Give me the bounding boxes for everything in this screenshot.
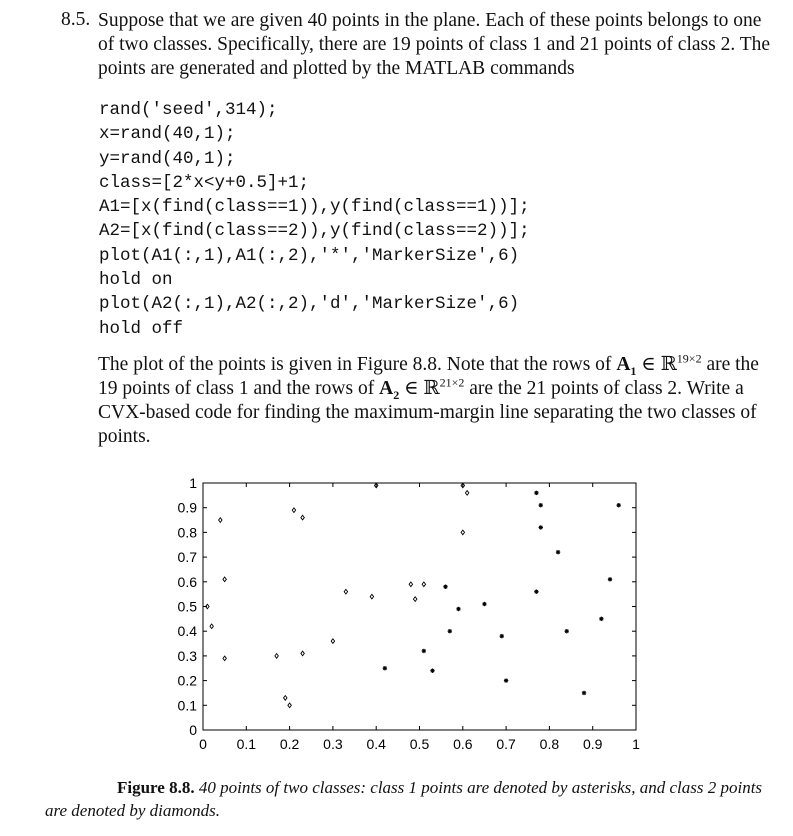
asterisk-point (482, 602, 486, 606)
diamond-point (288, 703, 291, 708)
asterisk-point (448, 629, 452, 633)
diamond-point (275, 654, 278, 659)
diamond-point (465, 491, 468, 496)
y-tick-label: 0.5 (177, 598, 197, 615)
code-line: plot(A2(:,1),A2(:,2),'d','MarkerSize',6) (99, 294, 520, 315)
code-line: rand('seed',314); (99, 100, 278, 120)
diamond-point (409, 582, 412, 587)
axis-ticks (203, 483, 636, 730)
y-tick-label: 1 (189, 475, 197, 491)
diamond-point (223, 656, 226, 661)
y-tick-label: 0.6 (177, 573, 197, 590)
asterisk-point (456, 607, 460, 611)
code-line: hold on (99, 270, 173, 291)
x-tick-labels (199, 736, 640, 752)
y-tick-label: 0.9 (177, 499, 197, 516)
caption-text: 40 points of two classes: class 1 points are denoted by asterisks, and class 2 points are denoted by diamonds. (45, 778, 763, 820)
diamond-point (223, 577, 226, 582)
code-line: y=rand(40,1); (99, 148, 236, 169)
asterisk-point (534, 491, 538, 495)
in-symbol: ∈ ℝ (636, 354, 677, 375)
diamond-point (301, 651, 304, 656)
y-tick-label: 0.1 (177, 697, 197, 714)
x-tick-label: 1 (632, 736, 640, 752)
y-tick-label: 0.4 (177, 623, 197, 640)
asterisk-point (422, 649, 426, 653)
diamond-point (206, 604, 209, 609)
diamond-point (370, 594, 373, 599)
diamond-point (219, 518, 222, 523)
asterisk-point (565, 629, 569, 633)
code-line: plot(A1(:,1),A1(:,2),'*','MarkerSize',6) (99, 245, 520, 266)
asterisk-point (443, 585, 447, 589)
asterisk-point (534, 589, 538, 593)
diamond-point (292, 508, 295, 513)
diamond-point (422, 582, 425, 587)
asterisk-point (430, 669, 434, 673)
asterisk-point (582, 691, 586, 695)
matrix-a2: $A_2$ (379, 378, 400, 402)
asterisk-point (556, 550, 560, 554)
diamond-point (301, 515, 304, 520)
asterisk-point (616, 503, 620, 507)
caption-label: Figure 8.8. (117, 778, 195, 797)
code-line: hold off (99, 318, 184, 339)
plot-frame (203, 483, 636, 730)
asterisk-point (500, 634, 504, 638)
diamond-point (461, 530, 464, 535)
x-tick-label: 0.9 (582, 736, 603, 752)
asterisk-point (539, 525, 543, 529)
diamond-point (331, 639, 334, 644)
y-tick-label: 0 (189, 722, 197, 738)
a2-dimension: 21×2 (439, 375, 465, 390)
asterisk-point (608, 577, 612, 581)
code-line: class=[2*x<y+0.5]+1; (99, 172, 310, 193)
a1-dimension: 19×2 (676, 351, 702, 366)
diamond-point (413, 597, 416, 602)
matrix-a1: $A_1$ (616, 354, 637, 378)
body-text: are the 21 points of class 2. Write a CVX-based code for finding the maximum-margin line separating the two classes of points. (98, 378, 757, 447)
code-line: A2=[x(find(class==2)),y(find(class==2))]; (99, 221, 530, 242)
code-line: A1=[x(find(class==1)),y(find(class==1))]; (99, 197, 530, 218)
x-tick-label: 0.6 (453, 736, 473, 752)
y-tick-label: 0.7 (177, 549, 197, 566)
asterisk-point (504, 678, 508, 682)
x-tick-label: 0.5 (409, 736, 430, 752)
y-tick-label: 0.8 (177, 524, 197, 541)
asterisk-point (539, 503, 543, 507)
problem-intro: Suppose that we are given 40 points in the plane. Each of these points belongs to one of two classes. Specifically, there are 19 points of class 1 and 21 points of class 2. The points are generated and plotted by the MATLAB commands (98, 10, 771, 79)
y-tick-labels (178, 475, 198, 738)
x-tick-label: 0.2 (279, 736, 300, 752)
in-symbol: ∈ ℝ (399, 378, 440, 399)
y-tick-label: 0.3 (177, 647, 197, 664)
x-tick-label: 0.1 (236, 736, 257, 752)
diamond-point (344, 589, 347, 594)
matrix-a2-subscript: 2 (393, 387, 400, 402)
y-tick-label: 0.2 (177, 672, 197, 689)
x-tick-label: 0.7 (496, 736, 516, 752)
x-tick-label: 0.8 (539, 736, 560, 752)
problem-number: 8.5. (61, 9, 91, 30)
x-tick-label: 0.3 (323, 736, 343, 752)
code-line: x=rand(40,1); (99, 124, 236, 145)
body-text: are the 19 points of class 1 and the rows of (98, 354, 759, 399)
data-marks (206, 483, 621, 707)
diamond-point (284, 696, 287, 701)
x-tick-label: 0 (199, 736, 207, 752)
figure-caption (45, 776, 785, 822)
diamond-point (210, 624, 213, 629)
x-tick-label: 0.4 (366, 736, 386, 752)
asterisk-point (383, 666, 387, 670)
asterisk-point (599, 617, 603, 621)
body-text: The plot of the points is given in Figure 8.8. Note that the rows of (98, 354, 617, 375)
matrix-a1-subscript: 1 (630, 363, 637, 378)
